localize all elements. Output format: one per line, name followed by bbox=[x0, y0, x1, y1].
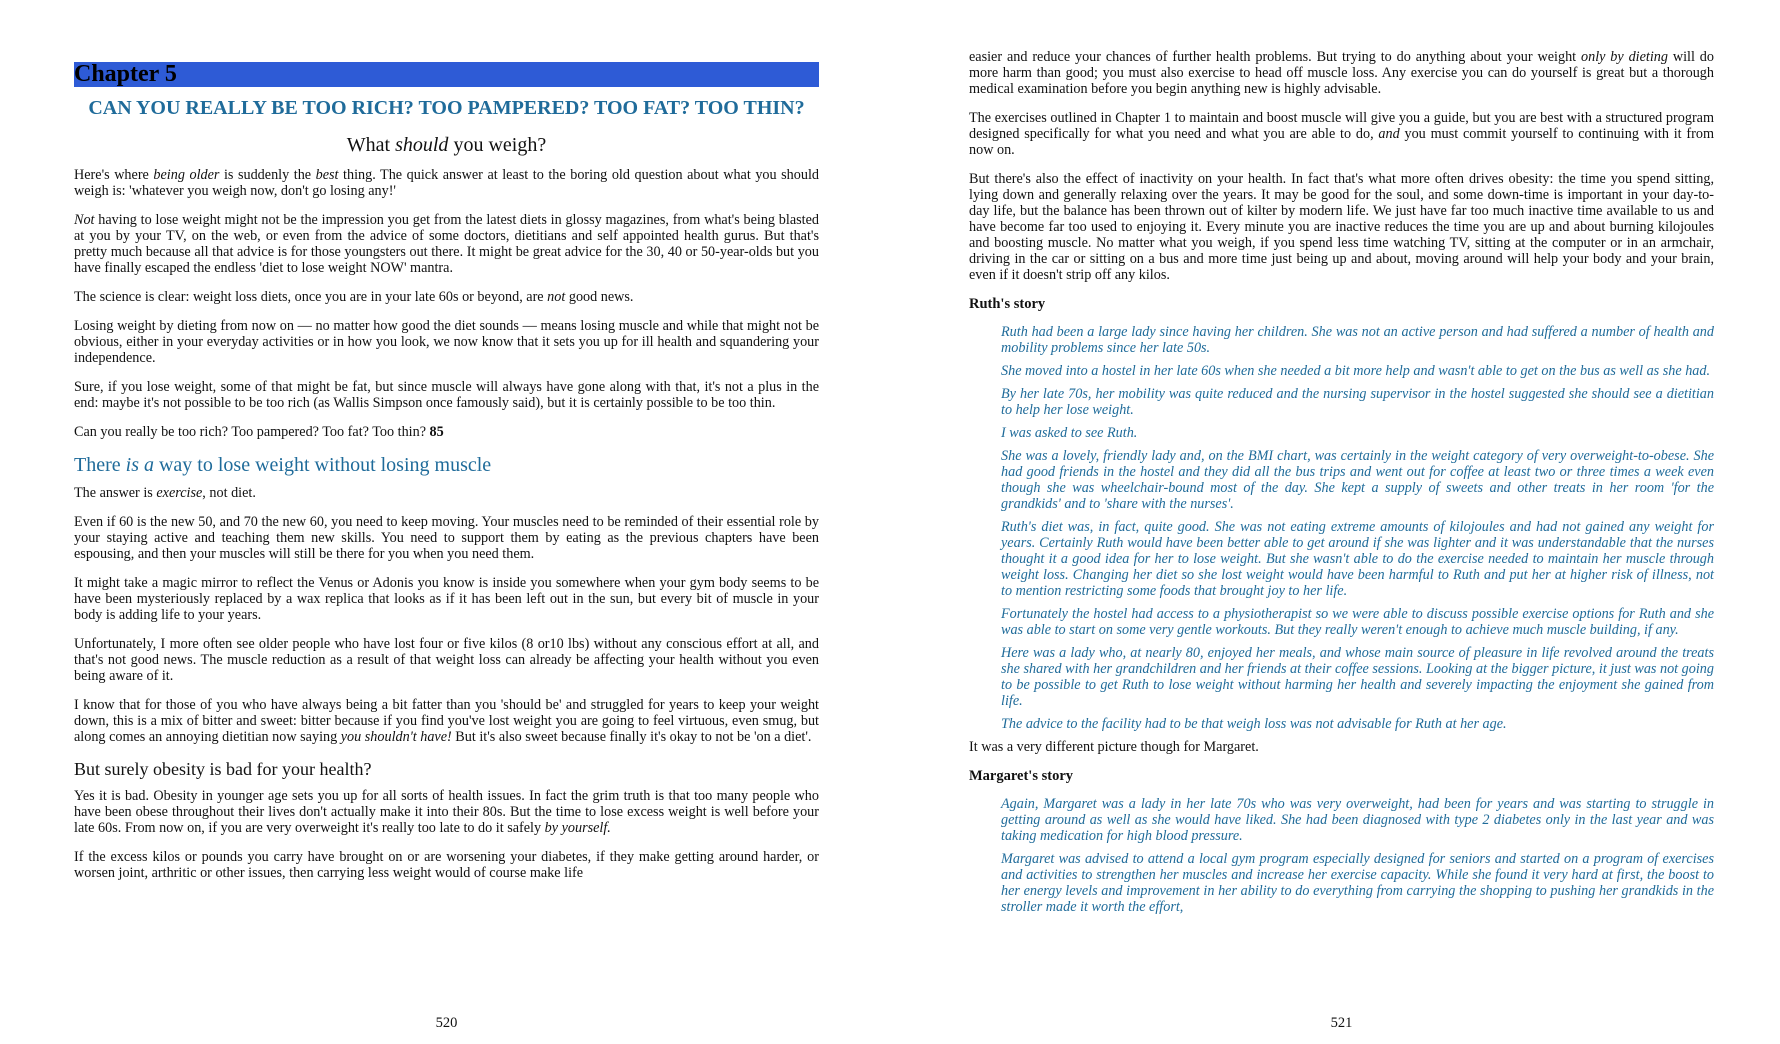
story-paragraph: By her late 70s, her mobility was quite reduced and the nursing supervisor in the hostel suggested she should see a dietitian to help her lose weight. bbox=[1001, 386, 1714, 418]
paragraph: Sure, if you lose weight, some of that might be fat, but since muscle will always have gone along with that, it's not a plus in the end: maybe it's not possible to be too rich (as Wallis Simpson once famously said), but it is certainly possible to be too thin. bbox=[74, 379, 819, 411]
chapter-label: Chapter 5 bbox=[74, 62, 819, 87]
page-number: 520 bbox=[435, 1015, 458, 1031]
story-paragraph: Ruth had been a large lady since having her children. She was not an active person and had suffered a number of health and mobility problems since her late 50s. bbox=[1001, 324, 1714, 356]
paragraph: Here's where being older is suddenly the best thing. The quick answer at least to the boring old question about what you should weigh is: 'whatever you weigh now, don't go losing any!' bbox=[74, 167, 819, 199]
paragraph: But there's also the effect of inactivity on your health. In fact that's what more often drives obesity: the time you spend sitting, lying down and generally relaxing over the years. It may be good for the soul, and some down-time is important in your day-to-day life, but the balance has been thrown out of kilter by modern life. We just have far too much inactive time available to us and have become far too used to enjoying it. Every minute you are inactive reduces the time you are up and about burning kilojoules and boosting muscle. No matter what you weigh, if you spend less time watching TV, sitting at the computer or in an armchair, driving in the car or sitting on a bus and more time just being up and about, moving around will help your body and your brain, even if it doesn't strip off any kilos. bbox=[969, 171, 1714, 283]
paragraph: Unfortunately, I more often see older people who have lost four or five kilos (8 or10 lbs) without any conscious effort at all, and that's not good news. The muscle reduction as a result of that weight loss can already be affecting your health without you even being aware of it. bbox=[74, 636, 819, 684]
story-paragraph: She was a lovely, friendly lady and, on the BMI chart, was certainly in the weight category of very overweight-to-obese. She had good friends in the hostel and they did all the bus trips and went out for coffee at least two or three times a week even though she was wheelchair-bound most of the day. She kept a supply of sweets and other treats in her room 'for the grandkids' and to 'share with the nurses'. bbox=[1001, 448, 1714, 512]
paragraph: The exercises outlined in Chapter 1 to maintain and boost muscle will give you a guide, but you are best with a structured program designed specifically for what you need and what you are able to do, and you must commit yourself to continuing with it from now on. bbox=[969, 110, 1714, 158]
story-heading-ruth: Ruth's story bbox=[969, 296, 1046, 312]
story-margaret bbox=[969, 796, 1714, 915]
paragraph: It was a very different picture though for Margaret. bbox=[969, 739, 1259, 755]
story-paragraph: Here was a lady who, at nearly 80, enjoyed her meals, and whose main source of pleasure in life revolved around the treats she shared with her grandchildren and her friends at their coffee sessions. Looking at the bigger picture, it just was not going to be possible to get Ruth to lose weight without harming her health and severely impacting the enjoyment she gained from life. bbox=[1001, 645, 1714, 709]
paragraph: Losing weight by dieting from now on — no matter how good the diet sounds — means losing muscle and while that might not be obvious, either in your everyday activities or in how you look, we now know that it sets you up for ill health and squandering your independence. bbox=[74, 318, 819, 366]
story-heading-margaret: Margaret's story bbox=[969, 768, 1074, 784]
paragraph: It might take a magic mirror to reflect the Venus or Adonis you know is inside you somewhere when your gym body seems to be have been mysteriously replaced by a wax replica that looks as if it has been left out in the sun, but every bit of muscle in your body is adding life to your years. bbox=[74, 575, 819, 623]
story-paragraph: Margaret was advised to attend a local gym program especially designed for seniors and started on a program of exercises and activities to strengthen her muscles and increase her exercise capacity. While she found it very hard at first, the boost to her energy levels and improvement in her ability to do everything from carrying the shopping to pushing her grandkids in the stroller made it worth the effort, bbox=[1001, 851, 1714, 915]
paragraph: Yes it is bad. Obesity in younger age sets you up for all sorts of health issues. In fact the grim truth is that too many people who have been obese throughout their lives don't actually make it into their 80s. But the time to lose excess weight is well before your late 60s. From now on, if you are very overweight it's really too late to do it safely by yourself. bbox=[74, 788, 819, 836]
page-number: 521 bbox=[1330, 1015, 1353, 1031]
story-paragraph: I was asked to see Ruth. bbox=[1001, 425, 1138, 441]
story-paragraph: Ruth's diet was, in fact, quite good. She was not eating extreme amounts of kilojoules and had not gained any weight for years. Certainly Ruth would have been better able to get around if she was lighter and it was understandable that the nurses thought it a good idea for her to lose weight. But she wasn't able to do the exercise needed to maintain her muscle through weight loss. Changing her diet so she lost weight would have been harmful to Ruth and put her at higher risk of illness, not to mention restricting some foods that brought joy to her life. bbox=[1001, 519, 1714, 599]
paragraph: The answer is exercise, not diet. bbox=[74, 485, 256, 501]
story-ruth bbox=[969, 324, 1714, 732]
section-heading: What should you weigh? bbox=[346, 134, 547, 156]
story-paragraph: She moved into a hostel in her late 60s when she needed a bit more help and wasn't able to get on the bus as well as she had. bbox=[1001, 363, 1711, 379]
paragraph: I know that for those of you who have always being a bit fatter than you 'should be' and struggled for years to keep your weight down, this is a mix of bitter and sweet: bitter because if you find you've lost weight you are going to feel virtuous, even smug, but along comes an annoying dietitian now saying you shouldn't have! But it's also sweet because finally it's okay to not be 'on a diet'. bbox=[74, 697, 819, 745]
story-paragraph: Fortunately the hostel had access to a physiotherapist so we were able to discuss possible exercise options for Ruth and she was able to start on some very gentle workouts. But they really weren't enough to achieve much muscle building, if any. bbox=[1001, 606, 1714, 638]
story-paragraph: The advice to the facility had to be that weigh loss was not advisable for Ruth at her age. bbox=[1001, 716, 1507, 732]
left-column bbox=[74, 62, 819, 894]
chapter-title: CAN YOU REALLY BE TOO RICH? TOO PAMPERED? TOO FAT? TOO THIN? bbox=[88, 97, 805, 119]
right-column bbox=[969, 49, 1714, 922]
paragraph: Even if 60 is the new 50, and 70 the new 60, you need to keep moving. Your muscles need to be reminded of their essential role by your staying active and teaching them new skills. You need to support them by eating as the previous chapters have been espousing, and then your muscles will still be there for you when you need them. bbox=[74, 514, 819, 562]
paragraph: The science is clear: weight loss diets, once you are in your late 60s or beyond, are not good news. bbox=[74, 289, 634, 305]
paragraph: If the excess kilos or pounds you carry have brought on or are worsening your diabetes, if they make getting around harder, or worsen joint, arthritic or other issues, then carrying less weight would of course make life bbox=[74, 849, 819, 881]
right-page bbox=[969, 0, 1714, 1044]
paragraph: Not having to lose weight might not be the impression you get from the latest diets in glossy magazines, from what's being blasted at you by your TV, on the web, or even from the advice of some doctors, dietitians and self appointed health gurus. But that's pretty much because all that advice is for those youngsters out there. It might be great advice for the 30, 40 or 50-year-olds but you have finally escaped the endless 'diet to lose weight NOW' mantra. bbox=[74, 212, 819, 276]
section-heading-3: But surely obesity is bad for your health? bbox=[74, 759, 372, 779]
paragraph: easier and reduce your chances of further health problems. But trying to do anything about your weight only by dieting will do more harm than good; you must also exercise to head off muscle loss. Any exercise you can do yourself is great but a thorough medical examination before you begin anything new is highly advisable. bbox=[969, 49, 1714, 97]
story-paragraph: Again, Margaret was a lady in her late 70s who was very overweight, had been for years and was starting to struggle in getting around as well as she would have liked. She had been diagnosed with type 2 diabetes only in the last year and was taking medication for high blood pressure. bbox=[1001, 796, 1714, 844]
section-heading-2: There is a way to lose weight without losing muscle bbox=[74, 454, 492, 476]
left-page bbox=[74, 0, 819, 1044]
paragraph: Can you really be too rich? Too pampered? Too fat? Too thin? 85 bbox=[74, 424, 444, 440]
